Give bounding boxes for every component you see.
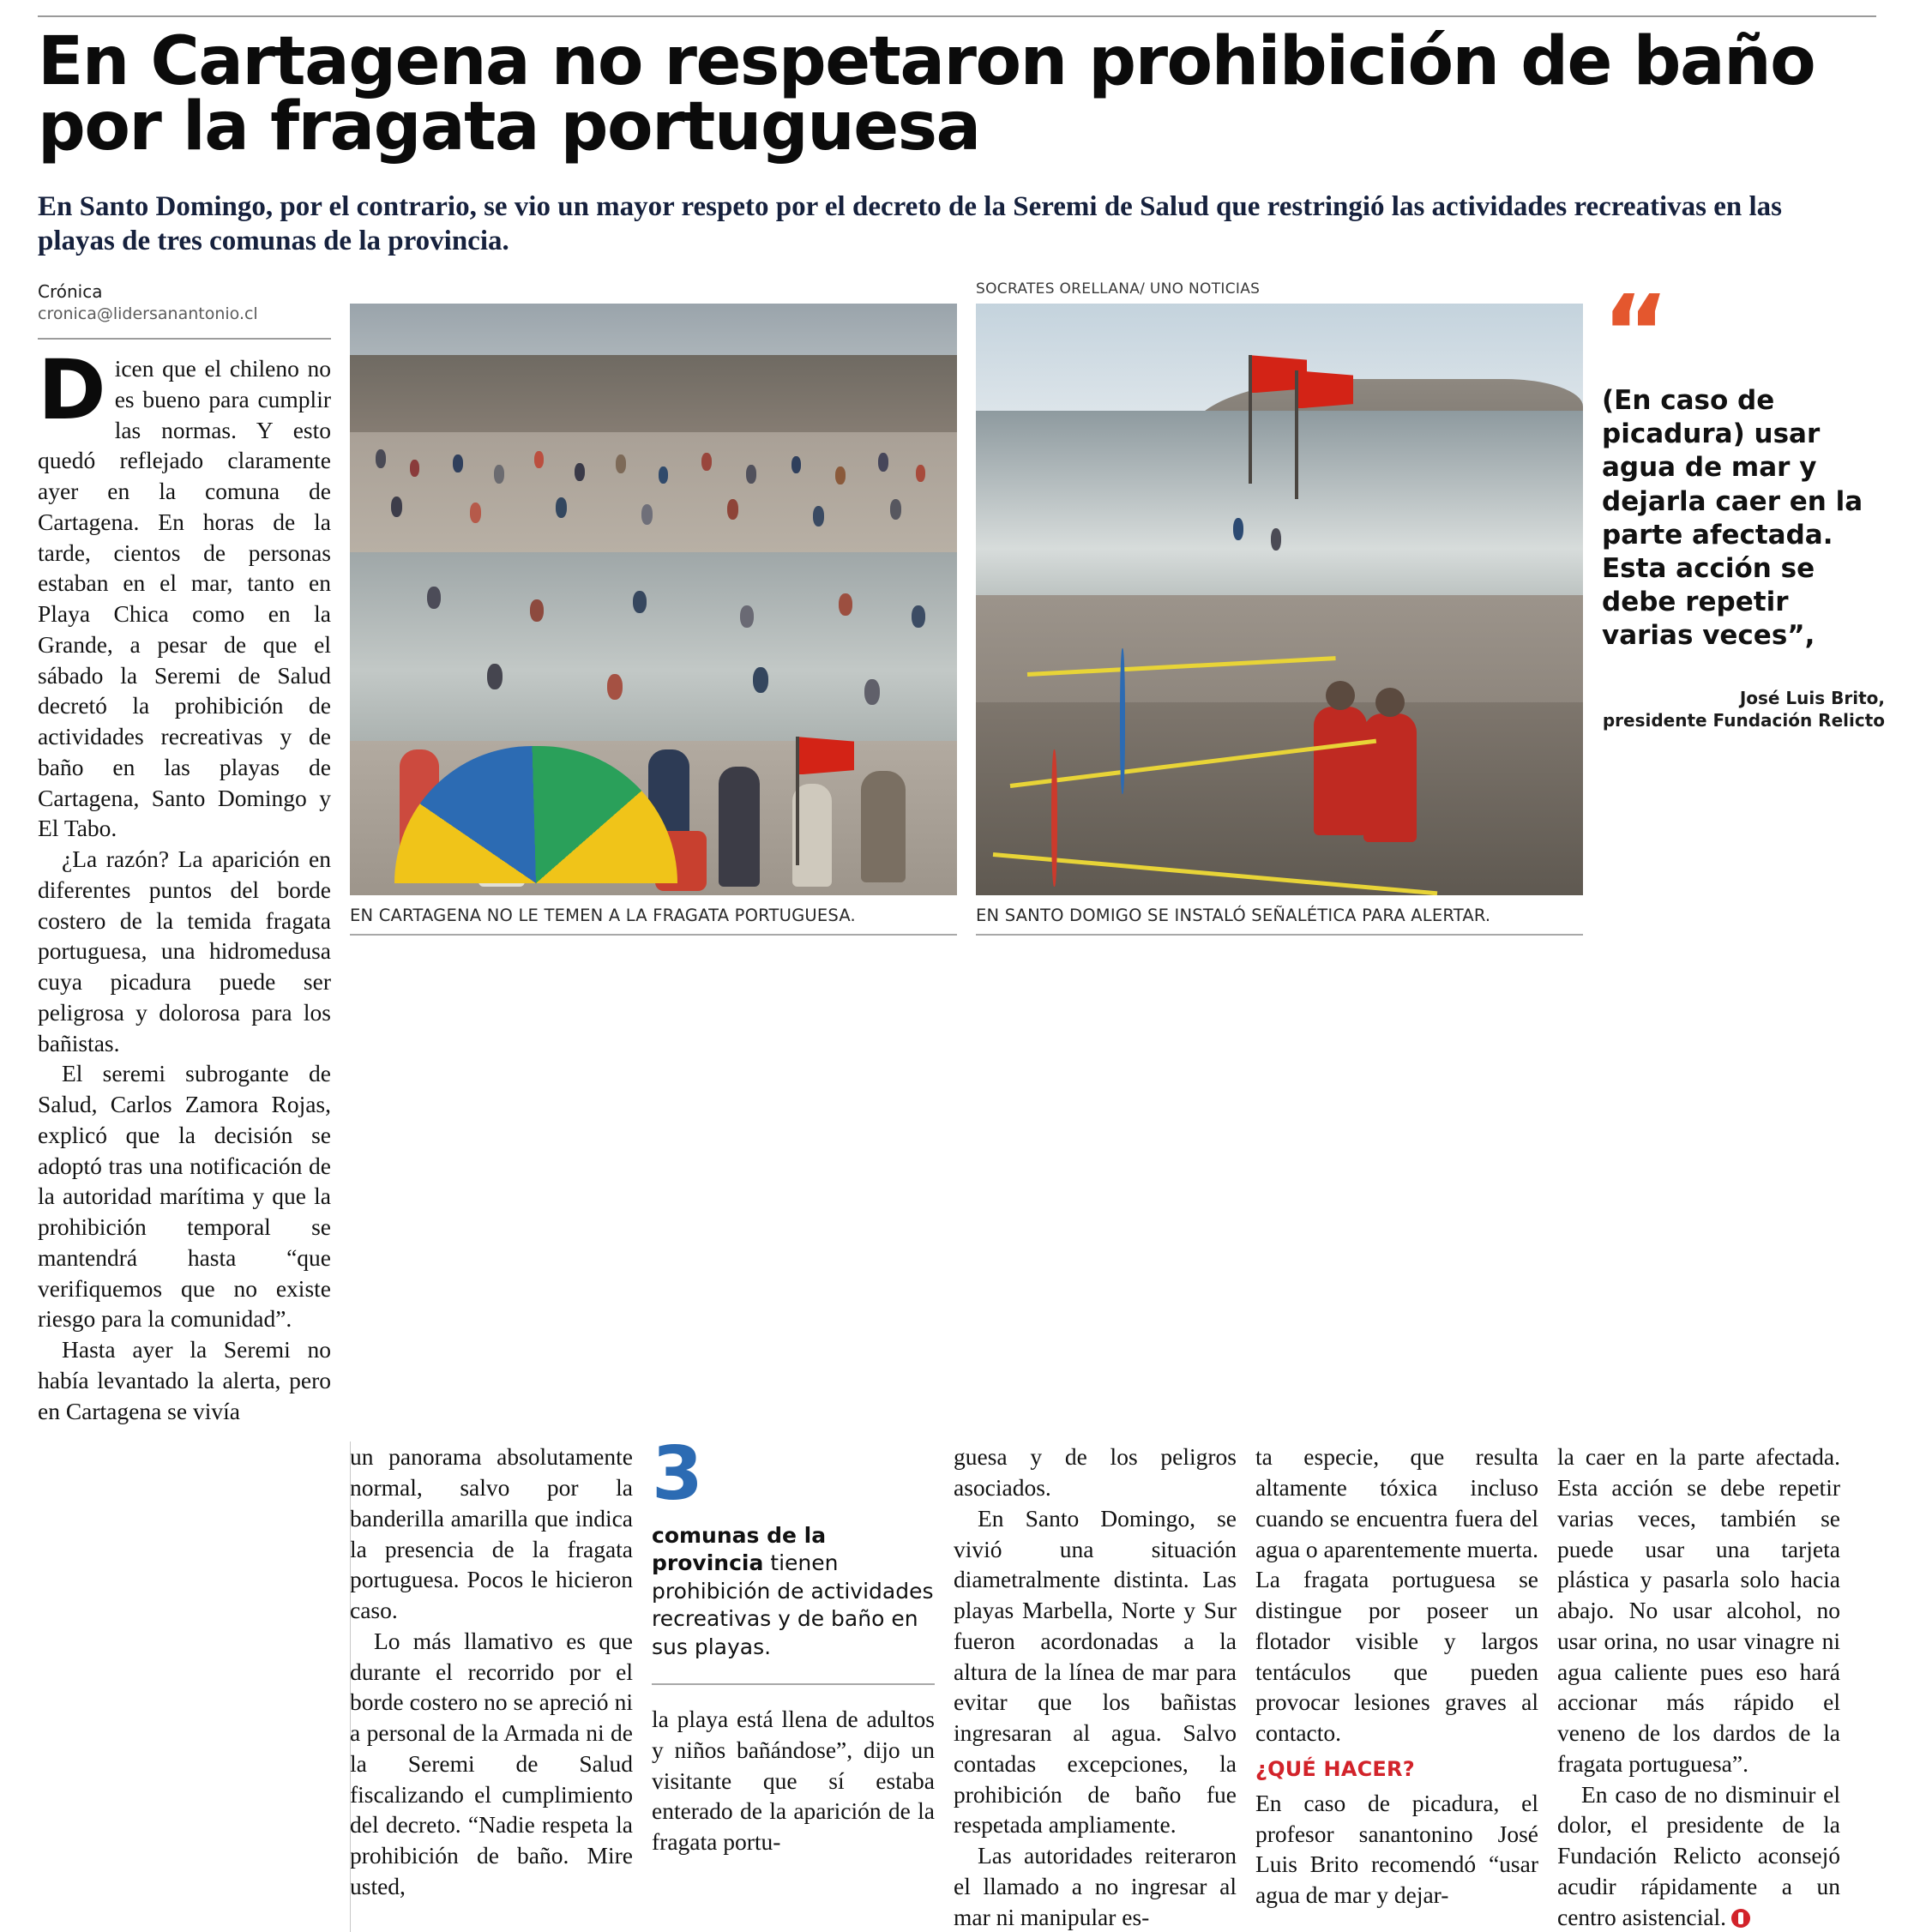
story-column-3 — [652, 1704, 935, 1857]
paragraph — [1557, 1779, 1840, 1932]
story-column-2 — [350, 1441, 633, 1901]
story-column-5b — [1255, 1788, 1538, 1911]
section-kicker-que-hacer: ¿QUÉ HACER? — [1255, 1756, 1415, 1781]
paragraph: En caso de picadura, el profesor sanantonino José Luis Brito recomendó “usar agua de mar y dejar- — [1255, 1789, 1538, 1909]
photo-cartagena — [350, 304, 957, 895]
pull-quote-text: (En caso de picadura) usar agua de mar y dejarla caer en la parte afectada. Esta acción se debe repetir varias veces”, — [1602, 385, 1863, 651]
photo-block-cartagena — [350, 280, 957, 1426]
paragraph: ta especie, que resulta altamente tóxica incluso cuando se encuentra fuera del agua o aparentemente muerta. La fragata portuguesa se distingue por poseer un flotador visible y largos tentáculos que pueden provocar lesiones graves al contacto. — [1255, 1443, 1538, 1747]
paragraph: la playa está llena de adultos y niños bañándose”, dijo un visitante que sí estaba enterado de la aparición de la fragata portu- — [652, 1706, 935, 1856]
story-column-5 — [1255, 1441, 1538, 1748]
byline-rule — [38, 338, 331, 340]
story-column-6 — [1557, 1441, 1840, 1932]
paragraph: Dicen que el chileno no es bueno para cumplir las normas. Y esto quedó reflejado claramente ayer en la comuna de Cartagena. En horas de la tarde, cientos de personas estaban en el mar, tanto en Playa Chica como en la Grande, a pesar de que el sábado la Seremi de Salud decretó la prohibición de actividades recreativas y de baño en las playas de Cartagena, Santo Domingo y El Tabo. — [38, 342, 331, 842]
photo-credit-1 — [350, 280, 957, 298]
paragraph-text: En caso de no disminuir el dolor, el presidente de la Fundación Relicto aconsejó acudir rápidamente a un centro asistencial. — [1557, 1780, 1840, 1930]
quote-author: José Luis Brito, — [1739, 687, 1885, 708]
factoid-lead: comunas de la provincia — [652, 1522, 827, 1576]
photo-caption-2: EN SANTO DOMIGO SE INSTALÓ SEÑALÉTICA PARA ALERTAR. — [976, 906, 1583, 936]
lifeguard-figure — [1314, 707, 1367, 835]
story-column-1 — [38, 342, 331, 1426]
paragraph: En Santo Domingo, se vivió una situación diametralmente distinta. Las playas Marbella, Norte y Sur fueron acordonadas a la altura de la línea de mar para evitar que los bañistas ingresaran al agua. Salvo contadas excepciones, la prohibición de baño fue respetada ampliamente. — [954, 1504, 1237, 1839]
pull-quote-block — [1602, 274, 1885, 1426]
paragraph: Hasta ayer la Seremi no había levantado la alerta, pero en Cartagena se vivía — [38, 1336, 331, 1424]
quote-attribution — [1602, 687, 1885, 731]
photo-illustration — [976, 304, 1583, 895]
top-rule — [38, 15, 1876, 17]
subheadline: En Santo Domingo, por el contrario, se vio un mayor respeto por el decreto de la Seremi de Salud que restringió las actividades recreativas en las playas de tres comunas de la provincia. — [38, 190, 1783, 257]
paragraph: ¿La razón? La aparición en diferentes puntos del borde costero de la temida fragata portuguesa, una hidromedusa cuya picadura puede ser peligrosa y dolorosa para los bañistas. — [38, 846, 331, 1056]
photo-credit-2: SOCRATES ORELLANA/ UNO NOTICIAS — [976, 280, 1261, 298]
upper-content-grid — [38, 274, 1885, 1426]
byline-section: Crónica — [38, 281, 103, 303]
factoid-number: 3 — [652, 1431, 703, 1518]
factoid-rest: tienen prohibición de actividades recreativas y de baño en sus playas. — [652, 1550, 934, 1659]
end-mark-icon — [1731, 1909, 1750, 1928]
photo-santo-domingo — [976, 304, 1583, 895]
byline-email: cronica@lidersanantonio.cl — [38, 304, 258, 324]
photo-block-santo-domingo — [976, 280, 1583, 1426]
lower-content-grid — [38, 1431, 1876, 1932]
paragraph: un panorama absolutamente normal, salvo por la banderilla amarilla que indica la presencia de la fragata portuguesa. Pocos le hicieron caso. — [350, 1443, 633, 1624]
paragraph: El seremi subrogante de Salud, Carlos Zamora Rojas, explicó que la decisión se adoptó tras una notificación de la autoridad marítima y que la prohibición temporal se mantendrá hasta “que verifiquemos que no existe riesgo para la comunidad”. — [38, 1060, 331, 1333]
paragraph: Lo más llamativo es que durante el recorrido por el borde costero no se apreció ni a personal de la Armada ni de la Seremi de Salud fiscalizando el cumplimiento del decreto. “Nadie respeta la prohibición de baño. Mire usted, — [350, 1627, 633, 1899]
lifeguard-figure — [1363, 713, 1417, 842]
photo-illustration — [350, 304, 957, 895]
photo-caption-1: EN CARTAGENA NO LE TEMEN A LA FRAGATA PORTUGUESA. — [350, 906, 957, 936]
story-column-5-wrap — [1255, 1441, 1538, 1911]
byline — [38, 280, 331, 326]
page-title: En Cartagena no respetaron prohibición de baño por la fragata portuguesa — [38, 23, 1815, 166]
paragraph: guesa y de los peligros asociados. — [954, 1443, 1237, 1502]
quote-mark-icon: “ — [1602, 274, 1670, 394]
quote-role: presidente Fundación Relicto — [1602, 709, 1885, 731]
factoid-rule — [652, 1683, 935, 1685]
paragraph: la caer en la parte afectada. Esta acción se debe repetir varias veces, también se puede usar una tarjeta plástica y pasarla solo hacia abajo. No usar alcohol, no usar orina, no usar vinagre ni agua caliente pues eso hará accionar más rápido el veneno de los dardos de la fragata portuguesa”. — [1557, 1443, 1840, 1777]
paragraph: Las autoridades reiteraron el llamado a no ingresar al mar ni manipular es- — [954, 1842, 1237, 1930]
story-column-4 — [954, 1441, 1237, 1932]
column-one — [38, 280, 331, 1426]
factoid-block — [652, 1431, 935, 1857]
factoid-text — [652, 1522, 935, 1662]
